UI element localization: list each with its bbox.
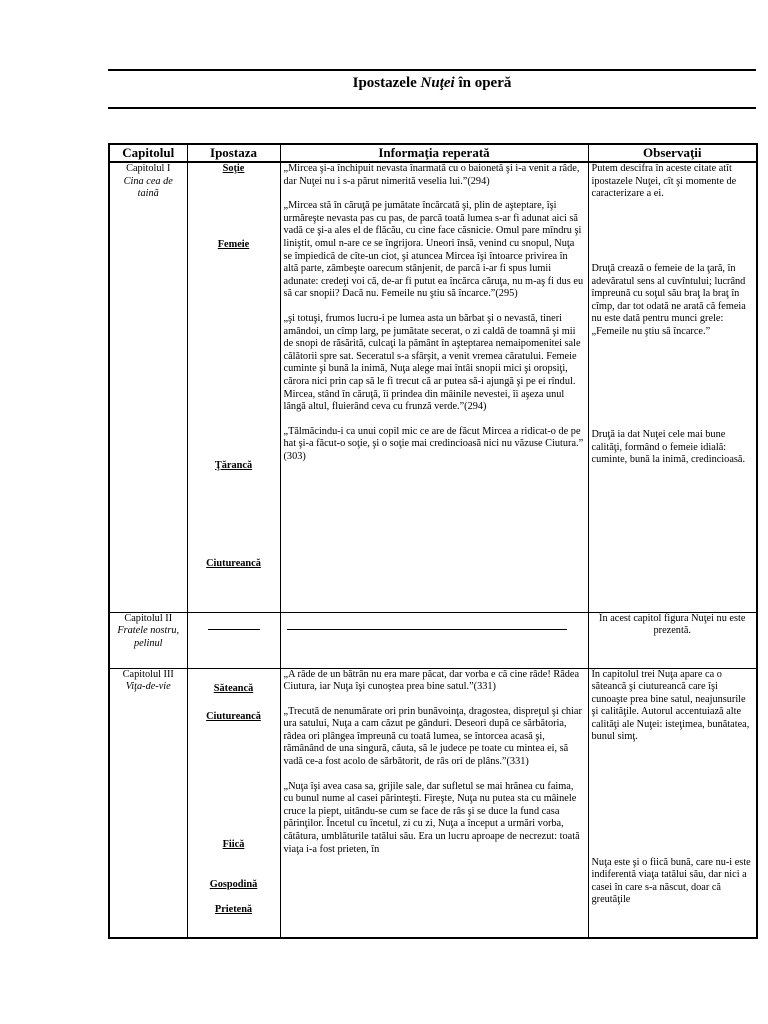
document-title — [108, 75, 756, 92]
chapter-label: Capitolul III — [122, 668, 174, 680]
empty-line — [208, 629, 260, 630]
quote: „Mircea şi-a închipuit nevasta înarmată cu o baionetă şi i-a venit a râde, dar Nuţei nu i s-a părut nimerită veselia lui.”(294) — [283, 163, 580, 187]
ipostaze-table — [108, 143, 758, 939]
info-cell — [280, 162, 588, 612]
observation: Druţă crează o femeie de la ţară, în adevăratul sens al cuvîntului; lucrând împreună cu soţul său braţ la braţ în cîmp, dar tot odată ne arată că femeia nu este dată pentru munci grele: „Femeile nu ştiu să încarce.” — [591, 263, 746, 337]
header-observatii: Observaţii — [588, 144, 757, 162]
ipostaza-label: Gospodină — [209, 878, 258, 890]
quote: „şi totuşi, frumos lucru-i pe lumea asta un bărbat şi o nevastă, tineri amândoi, un cîmp larg, pe jumătate secerat, o zi caldă de toamnă şi mii de snopi de răsărită, culcaţi la pământ în aşteptarea nemaipomenitei sale călătorii spre sat. Seceratul s-a sfârşit, a venit vremea căratului. Femeie cuminte şi bună la inimă, Nuţa alege mai întâi snopii mici şi oropsiţi, cărora nici prin cap să le fi trecut că ar putea să-i ajungă şi pe ei rîndul. Mircea, stând în căruţă, îi prindea din mâinile nevestei, îi aşeza unul lângă altul, fluierând ceva cu frunză verde.”(294) — [283, 312, 581, 413]
chapter-label: Capitolul II — [124, 612, 173, 624]
table-row — [109, 162, 757, 612]
bottom-rule — [108, 107, 756, 109]
chapter-subtitle: Fratele nostru, pelinul — [117, 625, 180, 649]
observation: În capitolul trei Nuţa apare ca o săteancă şi ciutureancă care îşi cunoaşte prea bine satul, neajunsurile şi calităţile. Autorul accentuiază alte calităţi ale Nuţei: isteţimea, bunătatea, bunul simţ. — [591, 668, 750, 743]
title-part: în operă — [454, 75, 512, 91]
chapter-cell — [109, 612, 187, 668]
ipostaza-label: Soţie — [222, 163, 245, 174]
empty-line — [287, 629, 567, 630]
ipostaza-label: Ciutureancă — [206, 558, 261, 569]
chapter-subtitle: Viţa-de-vie — [125, 681, 171, 693]
chapter-label: Capitolul I — [126, 163, 171, 174]
observation: Nuţa este şi o fiică bună, care nu-i este indiferentă viaţa tatălui său, dar nici a casei în care s-a născut, doar că greutăţile — [591, 856, 751, 906]
quote: „Mircea stă în căruţă pe jumătate încărcată şi, plin de aşteptare, îşi urmăreşte nevasta pas cu pas, de parcă toată lumea s-ar fi adunat aici să vadă ce şi-a ales el de flăcău, cu cine face căsnicie. Omul pare mîndru şi liniştit, omul n-are ce se îngrijora. Uneori însă, venind cu snopul, Nuţa se împiedică de cîte-un ciot, şi atuncea Mircea îşi întoarce privirea în altă parte, zâmbeşte oarecum stânjenit, de parcă i-ar fi spus lumii adunate: credeţi voi că, de-ar fi putut ea încărca căruţa, nu m-aş fi dus eu să car snopii? Dacă nu. Femeile nu ştiu să încarce.”(295) — [283, 200, 584, 300]
observatii-cell — [588, 612, 757, 668]
table-row — [109, 612, 757, 668]
ipostaza-label: Săteancă — [213, 682, 254, 694]
table-header-row — [109, 144, 757, 162]
title-part: Ipostazele — [352, 75, 421, 91]
ipostaza-label: Femeie — [217, 239, 250, 250]
quote: „Trecută de nenumărate ori prin bunăvoinţa, dragostea, dispreţul şi chiar ura satului, Nuţa a cam căzut pe gânduri. Deseori după ce sărbătoria, râdea ori plângea împreună cu toată lumea, se întorcea acasă şi, rămânând de una singură, căuta, să le judece pe toate cu mintea ei, să vadă ce-a fost acolo de sărbătorit, de râs ori de plâns.”(331) — [283, 705, 582, 768]
quote: „A râde de un bătrân nu era mare păcat, dar vorba e că cine râde! Râdea Ciutura, iar Nuţa îşi cunoştea prea bine satul.”(331) — [283, 668, 580, 693]
quote: „Tălmăcindu-i ca unui copil mic ce are de făcut Mircea a ridicat-o de pe hat şi-a făcut-o soţie, şi o soţie mai credincioasă nici nu văzuse Ciutura.” (303) — [283, 425, 584, 462]
observatii-cell — [588, 162, 757, 612]
ipostaza-label: Fiică — [222, 838, 245, 850]
info-cell — [280, 612, 588, 668]
chapter-cell — [109, 162, 187, 612]
chapter-subtitle: Cina cea de taină — [123, 175, 173, 200]
observation: În acest capitol figura Nuţei nu este prezentă. — [599, 612, 746, 637]
observation: Druţă ia dat Nuţei cele mai bune calităţi, formând o femeie idială: cuminte, bună la inimă, credincioasă. — [591, 429, 746, 466]
quote: „Nuţa îşi avea casa sa, grijile sale, dar sufletul se mai hrănea cu faima, cu bunul nume al casei părinteşti. Fireşte, Nuţa nu putea sta cu mâinele cruce la piept, uitându-se cum se face de râs şi se duce la fund casa părinţilor. Încetul cu încetul, zi cu zi, Nuţa a început a urmări vorba, cătătura, umblăturile tatălui său. Era un lucru aproape de necrezut: toată viaţa i-a fost prieten, în — [283, 780, 580, 855]
title-italic: Nuţei — [420, 75, 455, 91]
observation: Putem descifra în aceste citate atît ipostazele Nuţei, cît şi momente de caracterizare a ei. — [591, 163, 737, 200]
observatii-cell — [588, 668, 757, 938]
chapter-cell — [109, 668, 187, 938]
header-ipostaza: Ipostaza — [187, 144, 280, 162]
ipostaza-cell — [187, 612, 280, 668]
header-capitolul: Capitolul — [109, 144, 187, 162]
info-cell — [280, 668, 588, 938]
table-row — [109, 668, 757, 938]
ipostaza-label: Ţărancă — [214, 460, 253, 471]
ipostaza-label: Prietenă — [214, 903, 253, 915]
top-rule — [108, 69, 756, 71]
header-informatia: Informaţia reperată — [280, 144, 588, 162]
ipostaza-label: Ciutureancă — [206, 710, 261, 722]
ipostaza-cell — [187, 668, 280, 938]
ipostaza-cell — [187, 162, 280, 612]
